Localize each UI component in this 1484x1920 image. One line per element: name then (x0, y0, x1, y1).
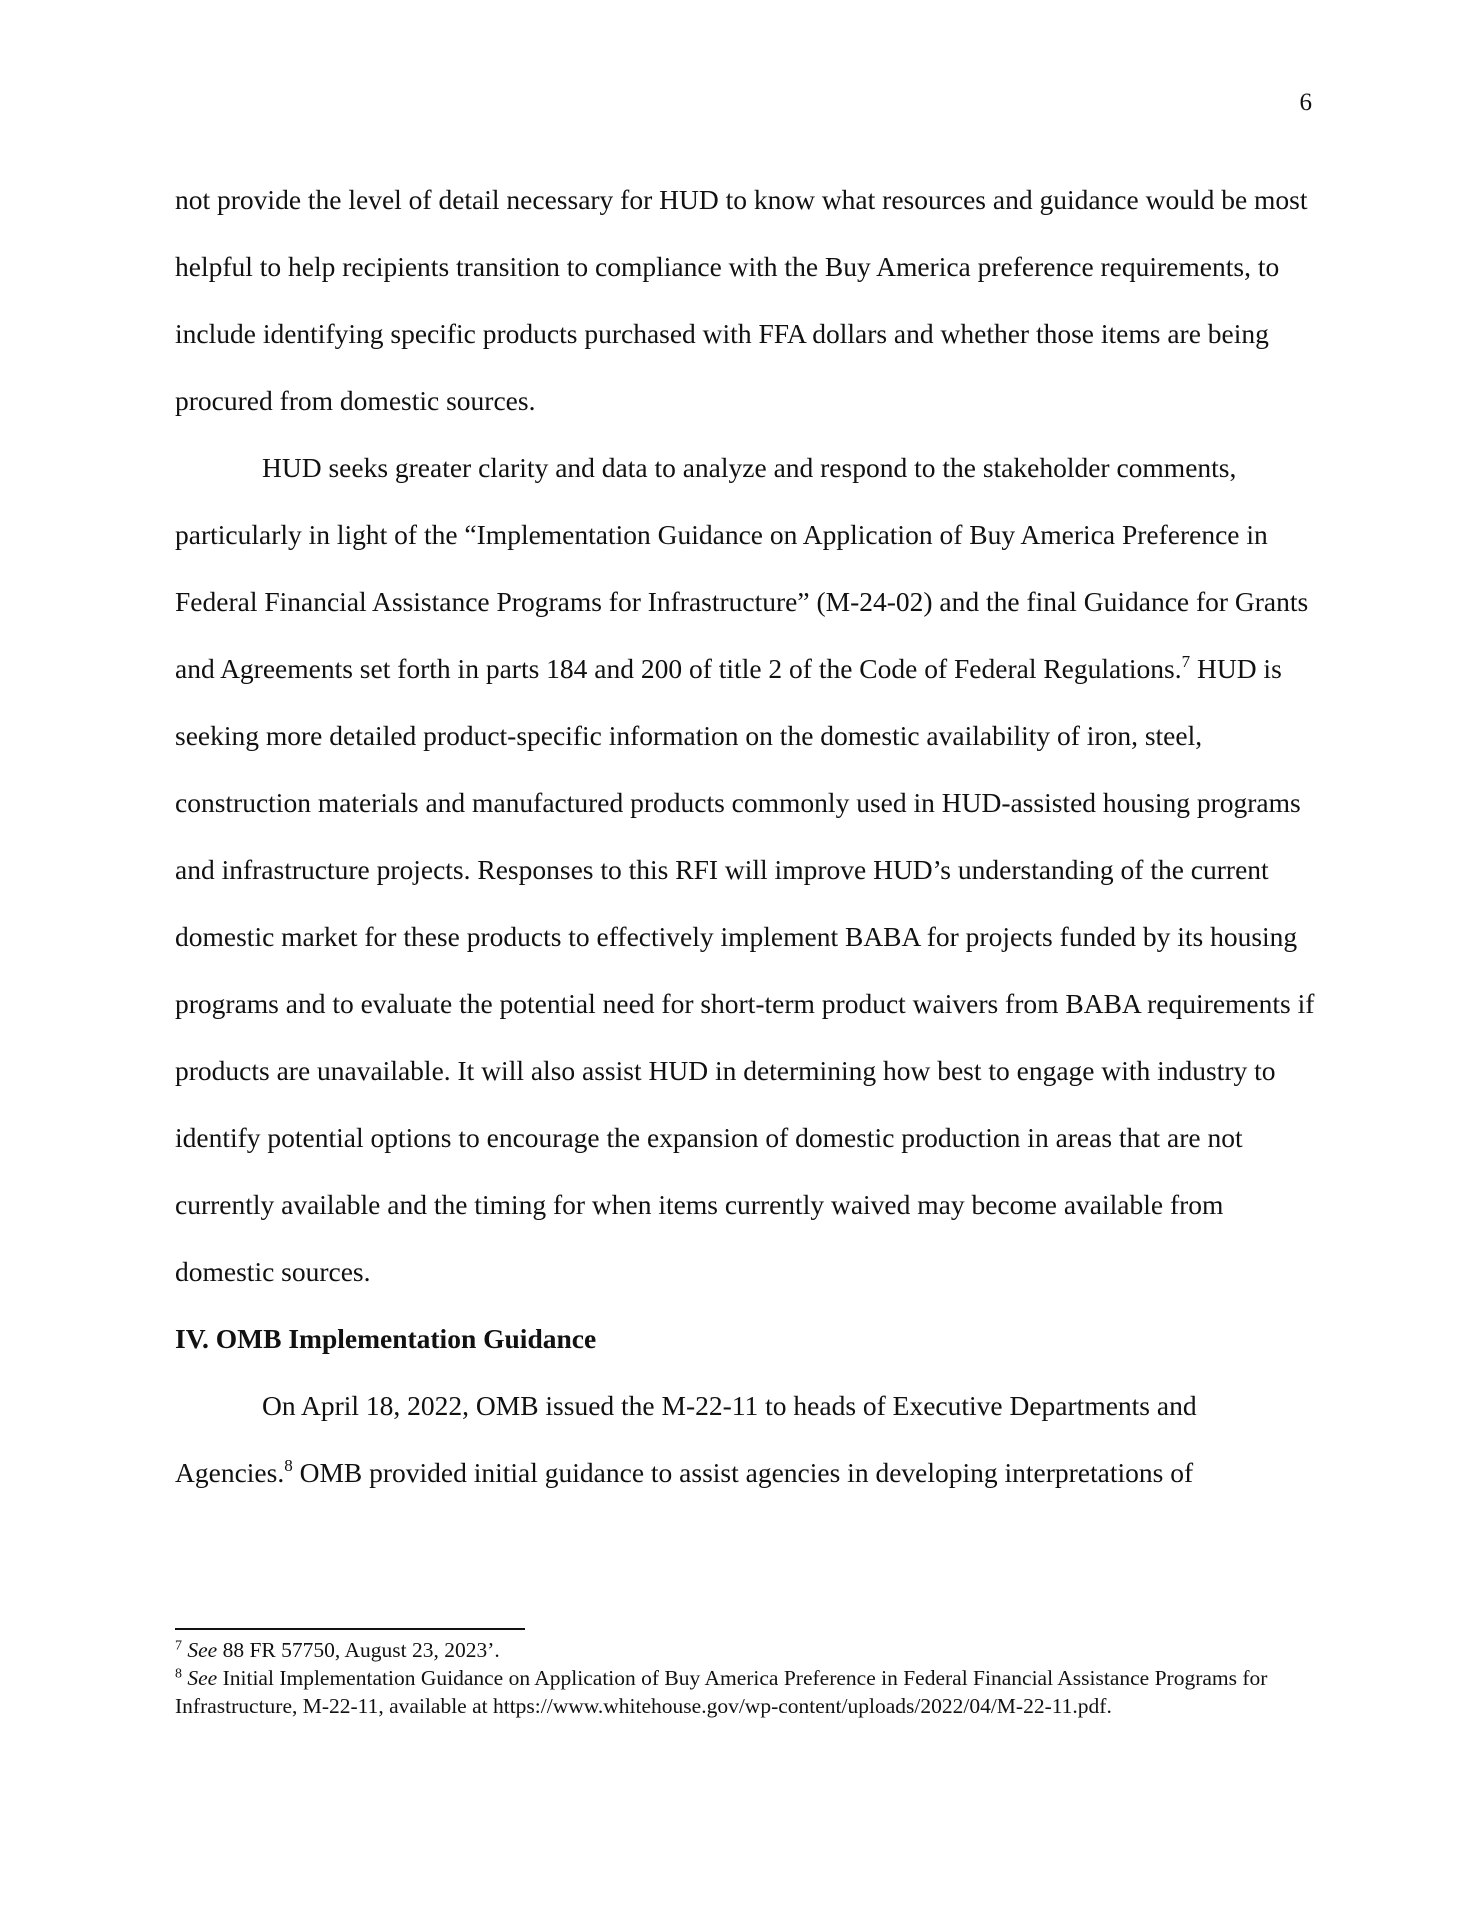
paragraph-hud-seeks-text-1: HUD seeks greater clarity and data to analyze and respond to the stakeholder comments, particularly in light of the “Implementation Guidance on Application of Buy America Preference in Federal Financial Assistance Programs for Infrastructure” (M-24-02) and the final Guidance for Grants and Agreements set forth in parts 184 and 200 of title 2 of the Code of Federal Regulations. (175, 452, 1309, 684)
page-number: 6 (1299, 89, 1312, 116)
footnote-number: 8 (175, 1666, 182, 1682)
footnote-ref-7[interactable]: 7 (1181, 651, 1191, 671)
paragraph-continued: not provide the level of detail necessary for HUD to know what resources and guidance would be most helpful to help recipients transition to compliance with the Buy America preference requirements, to include identifying specific products purchased with FFA dollars and whether those items are being procured from domestic sources. (175, 184, 1308, 416)
footnote-text: 88 FR 57750, August 23, 2023’. (217, 1638, 500, 1662)
footnote-text[interactable]: Initial Implementation Guidance on Application of Buy America Preference in Federal Financial Assistance Programs for Infrastructure, M-22-11, available at https://www.whitehouse.gov/wp-content/uploads/2022/04/M-22-11.pdf. (175, 1666, 1268, 1718)
paragraph-hud-seeks (175, 434, 1315, 1305)
paragraph-omb-guidance-text-2: OMB provided initial guidance to assist agencies in developing interpretations of (292, 1457, 1194, 1488)
footnote-ref-8[interactable]: 8 (284, 1455, 293, 1475)
paragraph-hud-seeks-text-2: HUD is seeking more detailed product-specific information on the domestic availability of iron, steel, construction materials and manufactured products commonly used in HUD-assisted housing programs and infrastructure projects. Responses to this RFI will improve HUD’s understanding of the current domestic market for these products to effectively implement BABA for projects funded by its housing programs and to evaluate the potential need for short-term product waivers from BABA requirements if products are unavailable. It will also assist HUD in determining how best to engage with industry to identify potential options to encourage the expansion of domestic production in areas that are not currently available and the timing for when items currently waived may become available from domestic sources. (175, 653, 1315, 1287)
footnote-8 (175, 1664, 1315, 1720)
footnote-see: See (187, 1638, 218, 1662)
paragraph-omb-guidance (175, 1372, 1315, 1506)
footnote-see: See (187, 1666, 218, 1690)
footnotes (175, 1636, 1315, 1720)
footnote-number: 7 (175, 1638, 182, 1654)
footnote-7 (175, 1636, 1315, 1664)
paragraph-omb-guidance-text-1: On April 18, 2022, OMB issued the M-22-11 to heads of Executive Departments and Agencies. (175, 1390, 1197, 1488)
section-heading: IV. OMB Implementation Guidance (175, 1323, 597, 1354)
footnote-divider (175, 1628, 525, 1630)
main-body (175, 166, 1315, 1506)
